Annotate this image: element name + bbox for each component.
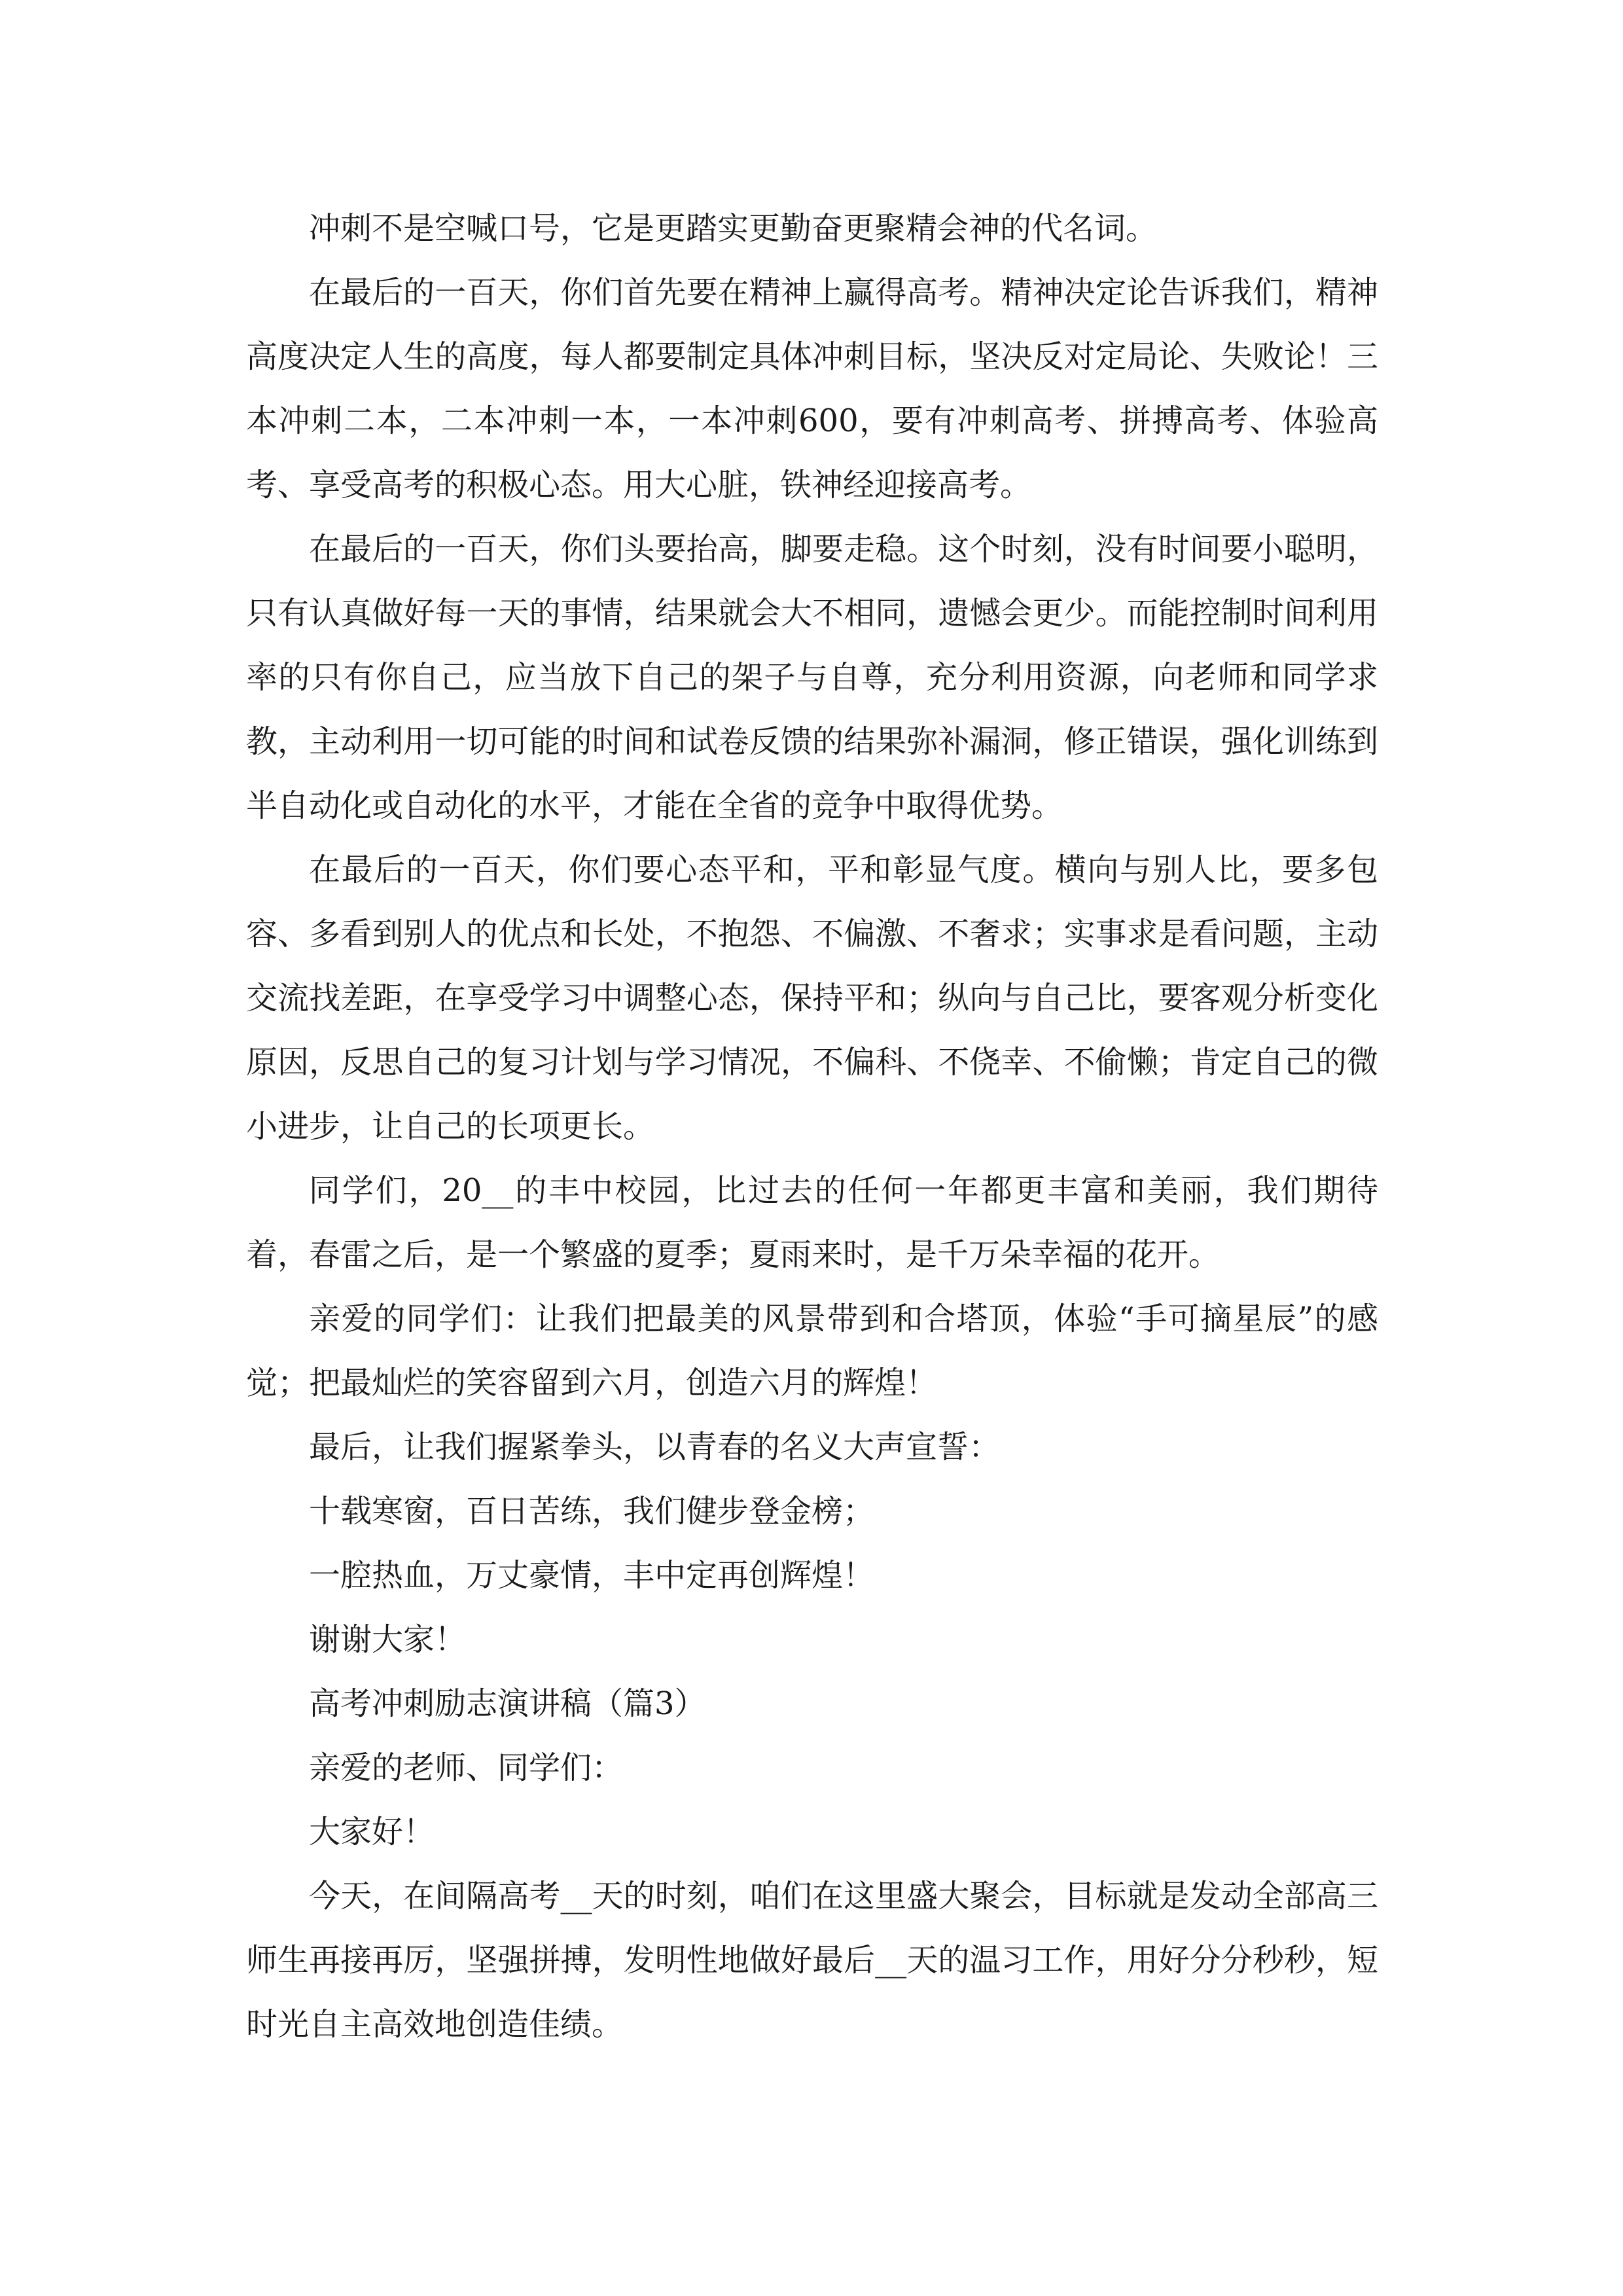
paragraph: 一腔热血，万丈豪情，丰中定再创辉煌！: [309, 1557, 875, 1594]
paragraph: 今天，在间隔高考__天的时刻，咱们在这里盛大聚会，目标就是发动全部高三师生再接再厉，坚强拼搏，发明性地做好最后__天的温习工作，用好分分秒秒，短时光自主高效地创造佳绩。: [246, 1878, 1378, 2043]
paragraph: 亲爱的同学们：让我们把最美的风景带到和合塔顶，体验“手可摘星辰”的感觉；把最灿烂的笑容留到六月，创造六月的辉煌！: [246, 1300, 1378, 1401]
document-body: [246, 196, 1378, 2056]
salutation: 亲爱的老师、同学们：: [309, 1749, 624, 1786]
paragraph: 在最后的一百天，你们头要抬高，脚要走稳。这个时刻，没有时间要小聪明，只有认真做好每一天的事情，结果就会大不相同，遗憾会更少。而能控制时间利用率的只有你自己，应当放下自己的架子与自尊，充分利用资源，向老师和同学求教，主动利用一切可能的时间和试卷反馈的结果弥补漏洞，修正错误，强化训练到半自动化或自动化的水平，才能在全省的竞争中取得优势。: [246, 531, 1378, 824]
paragraph: 最后，让我们握紧拳头，以青春的名义大声宣誓：: [309, 1429, 1001, 1465]
paragraph: 冲刺不是空喊口号，它是更踏实更勤奋更聚精会神的代名词。: [309, 210, 1158, 247]
paragraph: 谢谢大家！: [309, 1621, 467, 1658]
section-heading: 高考冲刺励志演讲稿（篇3）: [309, 1685, 706, 1722]
paragraph: 同学们，20__的丰中校园，比过去的任何一年都更丰富和美丽，我们期待着，春雷之后，是一个繁盛的夏季；夏雨来时，是千万朵幸福的花开。: [246, 1172, 1378, 1273]
paragraph: 十载寒窗，百日苦练，我们健步登金榜；: [309, 1493, 875, 1530]
paragraph: 在最后的一百天，你们要心态平和，平和彰显气度。横向与别人比，要多包容、多看到别人的优点和长处，不抱怨、不偏激、不奢求；实事求是看问题，主动交流找差距，在享受学习中调整心态，保持平和；纵向与自己比，要客观分析变化原因，反思自己的复习计划与学习情况，不偏科、不侥幸、不偷懒；肯定自己的微小进步，让自己的长项更长。: [246, 852, 1378, 1145]
greeting: 大家好！: [309, 1814, 435, 1850]
paragraph: 在最后的一百天，你们首先要在精神上赢得高考。精神决定论告诉我们，精神高度决定人生的高度，每人都要制定具体冲刺目标，坚决反对定局论、失败论！三本冲刺二本，二本冲刺一本，一本冲刺600，要有冲刺高考、拼搏高考、体验高考、享受高考的积极心态。用大心脏，铁神经迎接高考。: [246, 274, 1378, 503]
